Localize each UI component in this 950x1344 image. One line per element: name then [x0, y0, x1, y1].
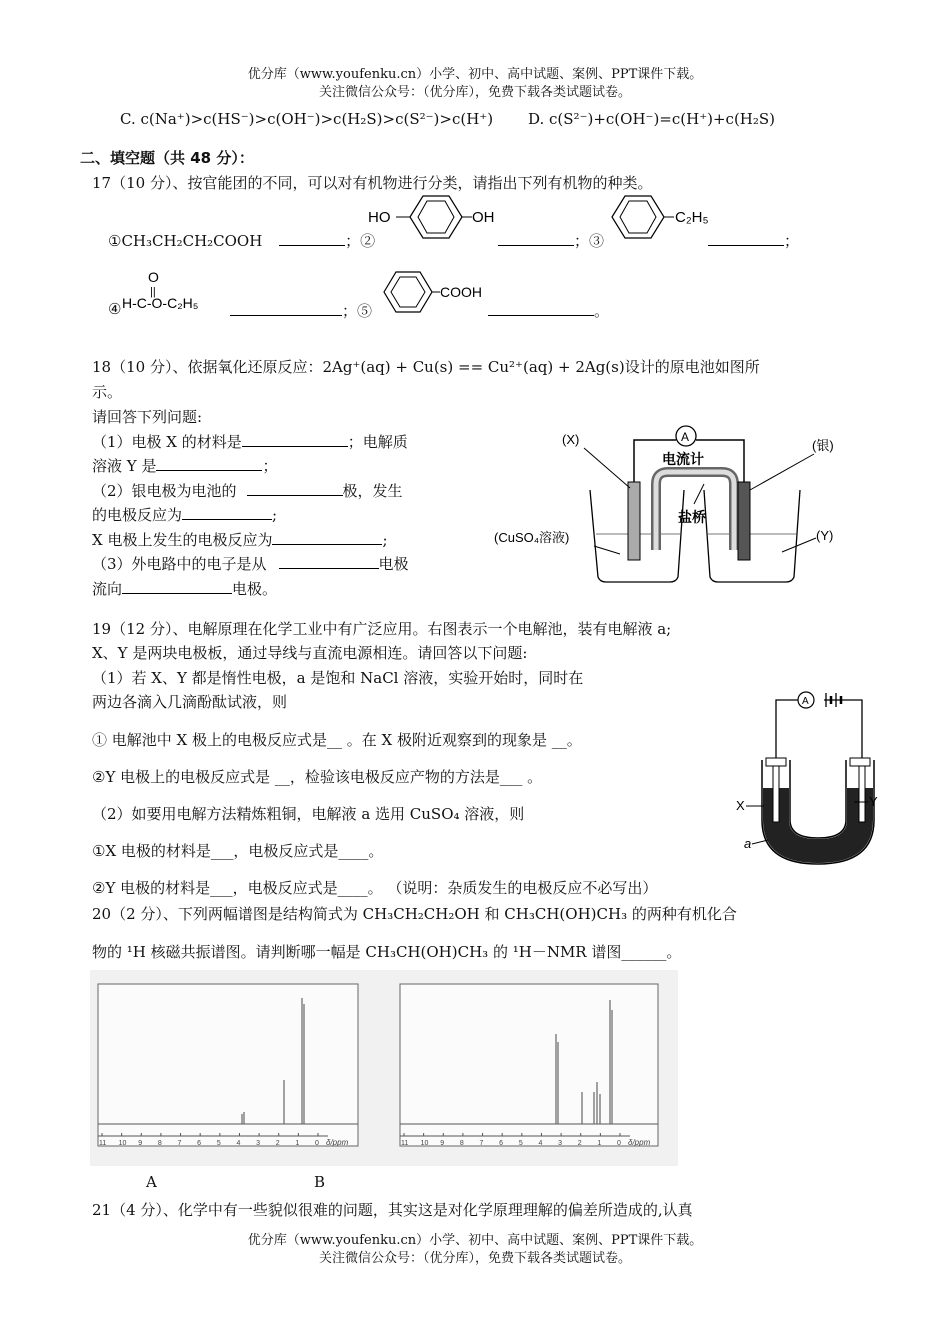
- q16-option-c: C. c(Na⁺)>c(HS⁻)>c(OH⁻)>c(H₂S)>c(S²⁻)>c(H⁺): [120, 110, 494, 128]
- t: 极，发生: [342, 482, 403, 500]
- axis-tick-label: 2: [577, 1140, 582, 1147]
- fig-y: Y: [869, 794, 878, 809]
- silver-electrode: [738, 482, 750, 560]
- q17-item-2-num: ②: [360, 232, 376, 250]
- axis-tick-label: 5: [216, 1140, 221, 1147]
- q18-p3-line1: [92, 553, 409, 574]
- fig-a: A: [681, 430, 690, 444]
- q19-stem-1: 19（12 分）、电解原理在化学工业中有广泛应用。右图表示一个电解池，装有电解液 a;: [92, 620, 672, 638]
- q18-blank-silver-reaction[interactable]: [182, 505, 272, 520]
- fig-y: (Y): [816, 528, 834, 543]
- axis-unit: δ/ppm: [628, 1138, 651, 1147]
- footer-line-1: 优分库（www.youfenku.cn）小学、初中、高中试题、案例、PPT课件下载。: [247, 1233, 703, 1248]
- q17-stem: 17（10 分）、按官能团的不同，可以对有机物进行分类，请指出下列有机物的种类。: [92, 174, 653, 192]
- t: 电极: [378, 555, 409, 573]
- right-beaker: [704, 490, 800, 582]
- q17-molecule-2: [366, 193, 506, 245]
- x-electrode: [628, 482, 640, 560]
- nmr-spectrum-b: [400, 984, 658, 1146]
- axis-tick-label: 9: [440, 1140, 445, 1147]
- fig-x: (X): [562, 432, 580, 447]
- axis-tick-label: 6: [197, 1140, 202, 1147]
- q19-p1-line2: 两边各滴入几滴酚酞试液，则: [92, 693, 288, 711]
- q19-q2: ②Y 电极上的电极反应式是 __，检验该电极反应产物的方法是___ 。: [92, 768, 543, 786]
- q18-p3-line2: [92, 578, 277, 599]
- sep: ；: [345, 232, 361, 250]
- fig-x: X: [736, 798, 745, 813]
- header-line-1: 优分库（www.youfenku.cn）小学、初中、高中试题、案例、PPT课件下载。: [247, 67, 703, 82]
- sep: ；: [342, 302, 358, 320]
- t: 溶液 Y 是: [92, 457, 157, 475]
- q18-blank-electron-from[interactable]: [279, 554, 379, 569]
- mol2-oh: OH: [472, 209, 495, 226]
- axis-tick-label: 5: [518, 1140, 523, 1147]
- q18-blank-x-reaction[interactable]: [272, 530, 382, 545]
- q18-p1-line1: [92, 431, 408, 452]
- mol4-double-bond: ||: [150, 286, 156, 298]
- q18-blank-x-material[interactable]: [242, 432, 348, 447]
- axis-tick-label: 0: [315, 1140, 319, 1147]
- q17-item-5-num: ⑤: [357, 302, 373, 320]
- q18-ask: 请回答下列问题:: [92, 408, 203, 426]
- t: ;: [272, 506, 278, 524]
- nmr-spectrum-a: [98, 984, 358, 1146]
- q18-galvanic-cell-figure: [494, 422, 850, 587]
- q17-molecule-5: [380, 268, 500, 318]
- axis-tick-label: 1: [295, 1140, 300, 1147]
- fig-a: A: [802, 696, 809, 707]
- y-plate: [859, 766, 865, 822]
- q17-item-2-blank-row: [498, 230, 604, 251]
- nmr-label-a: A: [146, 1173, 157, 1191]
- mol4-formula: H-C-O-C₂H₅: [122, 295, 199, 311]
- x-plate: [773, 766, 779, 822]
- q17-blank-5[interactable]: [488, 301, 594, 316]
- q18-blank-electron-to[interactable]: [122, 579, 232, 594]
- q17-item-4-num: ④: [108, 300, 122, 318]
- q17-item-3-blank-row: [708, 230, 799, 251]
- t: （3）外电路中的电子是从: [92, 555, 267, 573]
- q17-blank-2[interactable]: [498, 231, 574, 246]
- q17-item-4-blank-row: [230, 300, 372, 321]
- axis-tick-label: 1: [597, 1140, 602, 1147]
- q19-electrolysis-figure: [734, 680, 884, 872]
- axis-tick-label: 11: [99, 1140, 107, 1147]
- axis-tick-label: 8: [157, 1140, 162, 1147]
- q18-blank-silver-pole[interactable]: [247, 481, 343, 496]
- q17-molecule-3: [608, 193, 718, 245]
- q18-p2-line3: [92, 529, 388, 550]
- axis-tick-label: 0: [617, 1140, 621, 1147]
- axis-unit: δ/ppm: [326, 1138, 349, 1147]
- axis-tick-label: 3: [558, 1140, 562, 1147]
- q18-stem-2: 示。: [92, 383, 123, 401]
- mol3-group: C₂H₅: [675, 209, 709, 226]
- t: 电极。: [232, 580, 278, 598]
- q18-p2-line2: [92, 504, 277, 525]
- q19-p2: （2）如要用电解方法精炼粗铜，电解液 a 选用 CuSO₄ 溶液，则: [92, 805, 525, 823]
- q17-item-1: [108, 230, 375, 251]
- fig-meter: 电流计: [662, 451, 704, 467]
- mol5-group: COOH: [440, 284, 482, 300]
- axis-tick-label: 10: [118, 1140, 127, 1147]
- axis-tick-label: 2: [275, 1140, 280, 1147]
- t: ；电解质: [347, 433, 408, 451]
- fig-ag: (银): [812, 438, 834, 453]
- axis-tick-label: 7: [479, 1140, 484, 1147]
- t: （1）电极 X 的材料是: [92, 433, 242, 451]
- t: ；: [262, 457, 278, 475]
- nmr-spectra: [90, 970, 678, 1166]
- mol2-ho: HO: [368, 209, 391, 226]
- q19-p1-line1: （1）若 X、Y 都是惰性电极，a 是饱和 NaCl 溶液，实验开始时，同时在: [92, 669, 584, 687]
- axis-tick-label: 7: [177, 1140, 182, 1147]
- q20-stem-2: 物的 ¹H 核磁共振谱图。请判断哪一幅是 CH₃CH(OH)CH₃ 的 ¹H－NMR 谱图______。: [92, 943, 682, 961]
- q16-option-d: D. c(S²⁻)+c(OH⁻)=c(H⁺)+c(H₂S): [528, 110, 776, 128]
- axis-tick-label: 4: [236, 1140, 241, 1147]
- q17-item-3-num: ③: [589, 232, 605, 250]
- t: ;: [382, 531, 388, 549]
- q17-blank-3[interactable]: [708, 231, 784, 246]
- q17-molecule-4: [122, 268, 232, 318]
- fig-cuso4: (CuSO₄溶液): [494, 530, 570, 545]
- t: 流向: [92, 580, 123, 598]
- mol4-o: O: [148, 269, 159, 285]
- section-title: 二、填空题（共 48 分）：: [80, 149, 254, 167]
- q19-q3: ①X 电极的材料是___，电极反应式是____。: [92, 842, 384, 860]
- q17-item-1-text: ①CH₃CH₂CH₂COOH: [108, 232, 263, 250]
- q17-blank-1[interactable]: [279, 231, 345, 246]
- header-line-2: 关注微信公众号：（优分库），免费下载各类试题试卷。: [318, 85, 631, 100]
- q18-p2-line1: [92, 480, 403, 501]
- axis-tick-label: 6: [499, 1140, 504, 1147]
- t: X 电极上发生的电极反应为: [92, 531, 273, 549]
- q20-stem-1: 20（2 分）、下列两幅谱图是结构简式为 CH₃CH₂CH₂OH 和 CH₃CH(OH)CH₃ 的两种有机化合: [92, 905, 737, 923]
- fig-bridge: 盐桥: [678, 509, 706, 525]
- q21-stem-1: 21（4 分）、化学中有一些貌似很难的问题，其实这是对化学原理理解的偏差所造成的,认真: [92, 1201, 693, 1219]
- t: 的电极反应为: [92, 506, 183, 524]
- q18-blank-y-solution[interactable]: [156, 456, 262, 471]
- end: 。: [594, 302, 610, 320]
- sep: ；: [574, 232, 590, 250]
- q19-q1: ① 电解池中 X 极上的电极反应式是__ 。在 X 极附近观察到的现象是 __。: [92, 731, 582, 749]
- q18-stem-1: 18（10 分）、依据氧化还原反应：2Ag⁺(aq) + Cu(s) == Cu²⁺(aq) + 2Ag(s)设计的原电池如图所: [92, 358, 760, 376]
- axis-tick-label: 11: [401, 1140, 409, 1147]
- sep: ；: [784, 232, 800, 250]
- q17-blank-4[interactable]: [230, 301, 342, 316]
- axis-tick-label: 9: [138, 1140, 143, 1147]
- axis-tick-label: 4: [538, 1140, 543, 1147]
- axis-tick-label: 3: [256, 1140, 260, 1147]
- fig-sol: a: [744, 836, 752, 851]
- q17-item-5-blank-row: [488, 300, 609, 321]
- t: （2）银电极为电池的: [92, 482, 237, 500]
- q19-stem-2: X、Y 是两块电极板，通过导线与直流电源相连。请回答以下问题:: [92, 644, 528, 662]
- nmr-label-b: B: [314, 1173, 326, 1191]
- axis-tick-label: 8: [459, 1140, 464, 1147]
- footer-line-2: 关注微信公众号：（优分库），免费下载各类试题试卷。: [318, 1251, 631, 1266]
- axis-tick-label: 10: [420, 1140, 429, 1147]
- q19-q4: ②Y 电极的材料是___，电极反应式是____。 （说明：杂质发生的电极反应不必写出）: [92, 879, 658, 897]
- q18-p1-line2: [92, 455, 277, 476]
